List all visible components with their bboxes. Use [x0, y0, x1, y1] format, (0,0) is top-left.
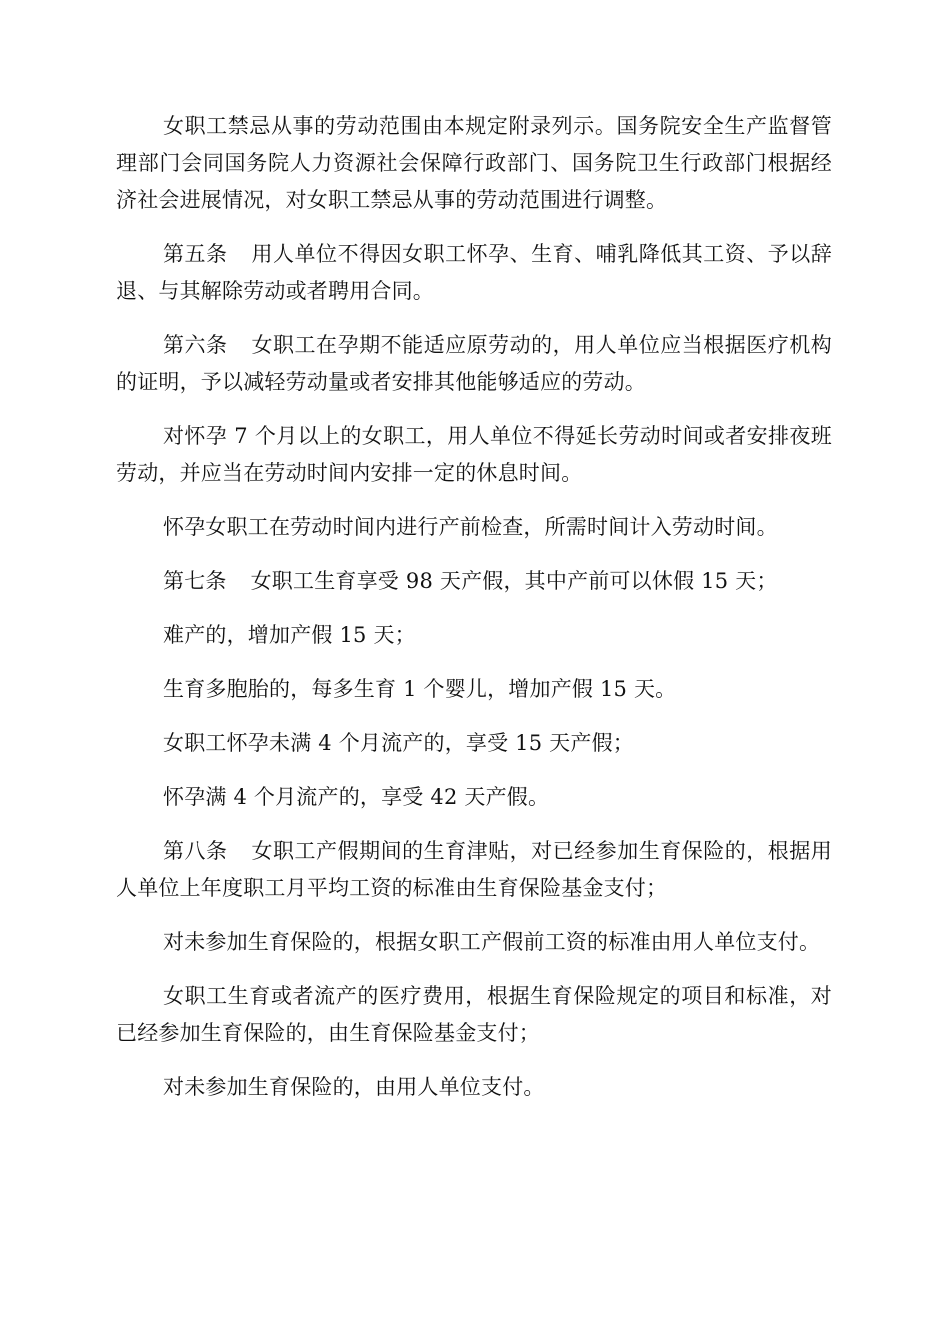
paragraph-14	[116, 1069, 832, 1106]
paragraph-3-article-6	[116, 327, 832, 401]
paragraph-13	[116, 978, 832, 1052]
paragraph-4	[116, 418, 832, 492]
paragraph-text: 对怀孕 7 个月以上的女职工，用人单位不得延长劳动时间或者安排夜班劳动，并应当在劳动时间内安排一定的休息时间。	[116, 424, 832, 485]
paragraph-5	[116, 509, 832, 546]
paragraph-7	[116, 617, 832, 654]
paragraph-text: 对未参加生育保险的，根据女职工产假前工资的标准由用人单位支付。	[163, 930, 821, 954]
document-page	[116, 108, 832, 1123]
paragraph-6-article-7	[116, 563, 832, 600]
paragraph-text: 生育多胞胎的，每多生育 1 个婴儿，增加产假 15 天。	[163, 677, 677, 701]
paragraph-12	[116, 924, 832, 961]
paragraph-9	[116, 725, 832, 762]
article-number: 第五条	[163, 242, 228, 266]
paragraph-text: 女职工在孕期不能适应原劳动的，用人单位应当根据医疗机构的证明，予以减轻劳动量或者安排其他能够适应的劳动。	[116, 333, 832, 394]
article-number: 第六条	[163, 333, 228, 357]
paragraph-text: 女职工生育或者流产的医疗费用，根据生育保险规定的项目和标准，对已经参加生育保险的，由生育保险基金支付；	[116, 984, 832, 1045]
paragraph-1	[116, 108, 832, 219]
paragraph-text: 用人单位不得因女职工怀孕、生育、哺乳降低其工资、予以辞退、与其解除劳动或者聘用合同。	[116, 242, 832, 303]
article-number: 第七条	[163, 569, 227, 593]
paragraph-11-article-8	[116, 833, 832, 907]
paragraph-8	[116, 671, 832, 708]
paragraph-text: 女职工产假期间的生育津贴，对已经参加生育保险的，根据用人单位上年度职工月平均工资的标准由生育保险基金支付；	[116, 839, 832, 900]
article-number: 第八条	[163, 839, 228, 863]
paragraph-text: 女职工怀孕未满 4 个月流产的，享受 15 天产假；	[163, 731, 634, 755]
paragraph-text: 怀孕女职工在劳动时间内进行产前检查，所需时间计入劳动时间。	[163, 515, 778, 539]
paragraph-2-article-5	[116, 236, 832, 310]
paragraph-text: 对未参加生育保险的，由用人单位支付。	[163, 1075, 545, 1099]
paragraph-text: 女职工禁忌从事的劳动范围由本规定附录列示。国务院安全生产监督管理部门会同国务院人力资源社会保障行政部门、国务院卫生行政部门根据经济社会进展情况，对女职工禁忌从事的劳动范围进行调整。	[116, 114, 832, 212]
paragraph-10	[116, 779, 832, 816]
paragraph-text: 怀孕满 4 个月流产的，享受 42 天产假。	[163, 785, 550, 809]
paragraph-text: 女职工生育享受 98 天产假，其中产前可以休假 15 天；	[250, 569, 778, 593]
paragraph-text: 难产的，增加产假 15 天；	[163, 623, 416, 647]
